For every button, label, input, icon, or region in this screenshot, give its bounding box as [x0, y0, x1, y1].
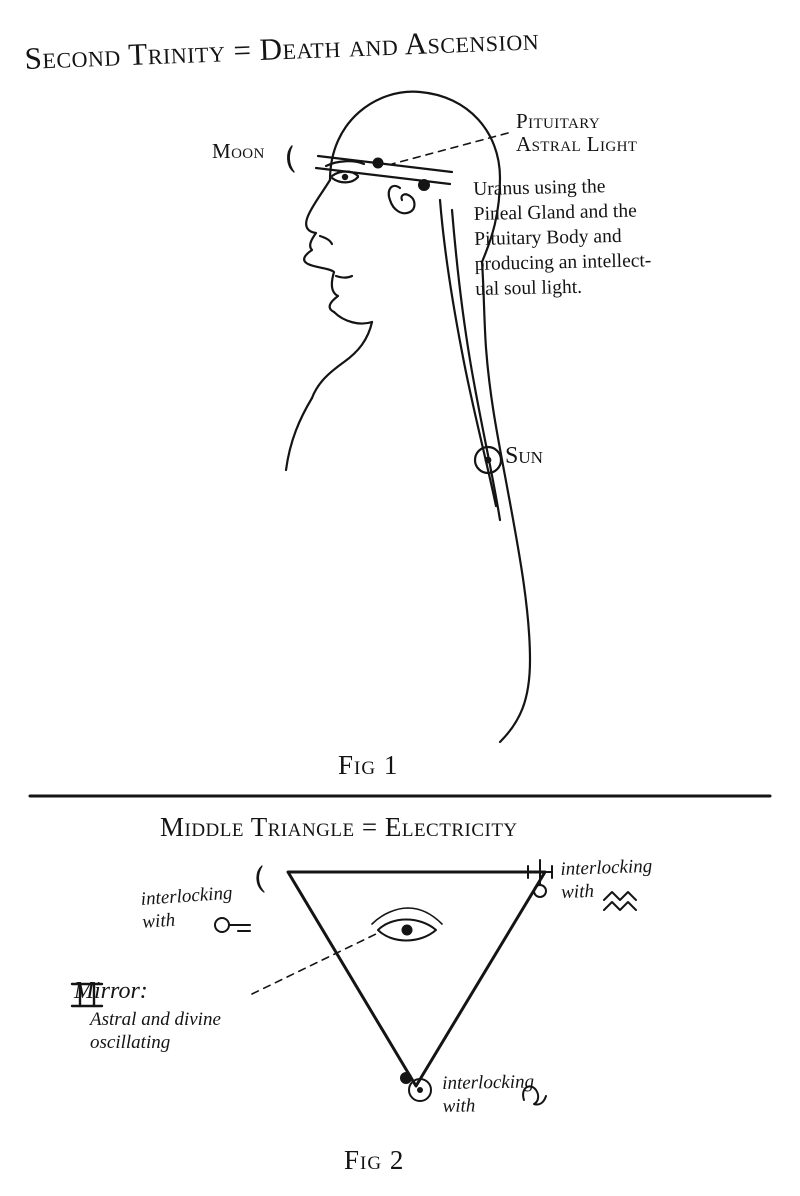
mirror-leader-line — [252, 934, 376, 994]
figure2-label: Fig 2 — [344, 1145, 405, 1175]
sun-label: Sun — [505, 443, 543, 469]
left-vertex-annotation — [140, 882, 235, 935]
mirror-sub-line1: Astral and divine — [90, 1009, 221, 1030]
shoulder-line — [286, 398, 312, 470]
right-interlock-line2: with — [560, 881, 595, 904]
bottom-interlock-line1: interlocking — [442, 1071, 535, 1094]
right-vertex-annotation — [560, 855, 653, 905]
neck-front — [312, 322, 372, 398]
eye-pupil — [342, 174, 348, 180]
sun-glyph-dot-fig2 — [417, 1087, 423, 1093]
nostril-line — [320, 236, 332, 244]
uranus-note: Uranus using the Pineal Gland and the Pituitary Body and producing an intellect- ual soul light. — [473, 176, 652, 300]
moon-label: Moon — [212, 139, 265, 163]
eye-pupil-fig2 — [402, 925, 413, 936]
triangle-outline — [288, 872, 545, 1086]
moon-crescent-glyph — [288, 146, 294, 172]
chin-line — [334, 312, 372, 324]
astral-light-line: Astral Light — [516, 131, 638, 156]
face-profile — [304, 180, 338, 312]
pituitary-leader-line — [392, 133, 508, 164]
right-interlock-line1: interlocking — [560, 855, 653, 880]
pituitary-body-dot — [418, 179, 430, 191]
bottom-interlock-line2: with — [442, 1095, 476, 1118]
mirror-sub-line2: oscillating — [90, 1032, 171, 1054]
figure2-title: Middle Triangle = Electricity — [160, 812, 518, 842]
mouth-line — [336, 276, 352, 278]
back-contour — [482, 262, 530, 742]
mirror-sublabel — [90, 1008, 221, 1054]
left-interlock-line1: interlocking — [140, 882, 234, 910]
pituitary-astral-label — [516, 110, 637, 155]
moon-glyph-fig2 — [257, 866, 264, 892]
figure1-label: Fig 1 — [338, 750, 399, 780]
bottom-vertex-annotation — [442, 1070, 535, 1118]
mirror-label: Mirror: — [74, 978, 148, 1004]
bottom-vertex-dot — [400, 1072, 412, 1084]
left-interlock-line2: with — [141, 909, 176, 934]
pituitary-line1: Pituitary — [516, 109, 601, 133]
sun-center-dot — [485, 457, 492, 464]
ear-outline — [389, 186, 415, 213]
pineal-gland-dot — [373, 158, 384, 169]
eye-lash-right — [408, 908, 442, 924]
figure1-title: Second Trinity = Death and Ascension — [23, 21, 540, 76]
